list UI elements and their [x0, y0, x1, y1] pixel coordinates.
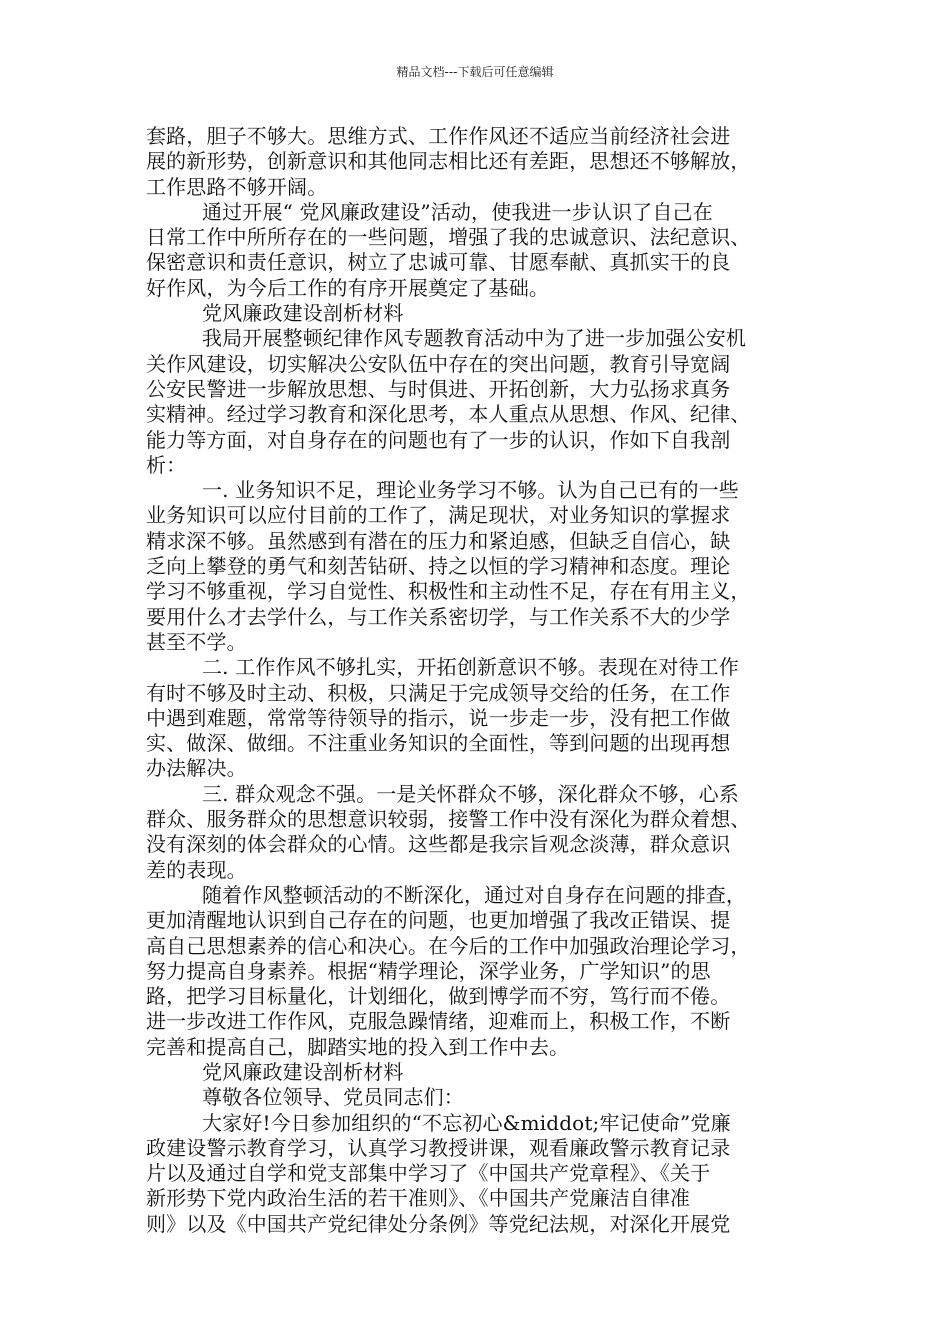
text-line: 能力等方面，对自身存在的问题也有了一步的认识，作如下自我剖	[146, 427, 731, 452]
text-line: 套路，胆子不够大。思维方式、工作作风还不适应当前经济社会进	[146, 124, 731, 148]
text-line: 实精神。经过学习教育和深化思考，本人重点从思想、作风、纪律、	[146, 402, 751, 427]
text-line: 日常工作中所所存在的一些问题，增强了我的忠诚意识、法纪意识、	[146, 225, 751, 250]
text-line: 析：	[146, 452, 187, 477]
text-line: 尊敬各位领导、党员同志们：	[202, 1085, 464, 1110]
text-line: 政建设警示教育学习，认真学习教授讲课，观看廉政警示教育记录	[146, 1135, 731, 1160]
text-line: 大家好!今日参加组织的“不忘初心&middot;牢记使命”党廉	[202, 1110, 731, 1135]
page-header: 精品文档---下载后可任意编辑	[396, 65, 554, 79]
text-line: 中遇到难题，常常等待领导的指示，说一步走一步，没有把工作做	[146, 705, 731, 730]
text-line: 一. 业务知识不足，理论业务学习不够。认为自己已有的一些	[202, 478, 739, 503]
text-line: 新形势下党内政治生活的若干准则》、《中国共产党廉洁自律准	[146, 1186, 691, 1211]
text-line: 路，把学习目标量化，计划细化，做到博学而不穷，笃行而不倦。	[146, 984, 731, 1009]
text-line: 进一步改进工作作风，克服急躁情绪，迎难而上，积极工作，不断	[146, 1009, 731, 1034]
text-line: 展的新形势，创新意识和其他同志相比还有差距，思想还不够解放，	[146, 149, 751, 174]
text-line: 努力提高自身素养。根据“精学理论，深学业务，广学知识”的思	[146, 958, 711, 983]
text-line: 差的表现。	[146, 857, 247, 882]
text-line: 乏向上攀登的勇气和刻苦钻研、持之以恒的学习精神和态度。理论	[146, 554, 731, 579]
text-line: 保密意识和责任意识，树立了忠诚可靠、甘愿奉献、真抓实干的良	[146, 250, 731, 275]
text-line: 要用什么才去学什么，与工作关系密切学，与工作关系不大的少学	[146, 604, 731, 629]
text-line: 三. 群众观念不强。一是关怀群众不够，深化群众不够，心系	[202, 781, 739, 806]
document-body	[146, 124, 810, 1237]
text-line: 业务知识可以应付目前的工作了，满足现状，对业务知识的掌握求	[146, 503, 731, 528]
text-line: 办法解决。	[146, 756, 247, 781]
text-line: 有时不够及时主动、积极，只满足于完成领导交给的任务，在工作	[146, 680, 731, 705]
text-line: 我局开展整顿纪律作风专题教育活动中为了进一步加强公安机	[202, 326, 747, 351]
text-line: 工作思路不够开阔。	[146, 174, 328, 199]
text-line: 甚至不学。	[146, 629, 247, 654]
text-line: 党风廉政建设剖析材料	[202, 1059, 404, 1084]
text-line: 学习不够重视，学习自觉性、积极性和主动性不足，存在有用主义，	[146, 579, 751, 604]
text-line: 好作风，为今后工作的有序开展奠定了基础。	[146, 275, 549, 300]
text-line: 则》以及《中国共产党纪律处分条例》等党纪法规，对深化开展党	[146, 1211, 731, 1236]
text-line: 通过开展“ 党风廉政建设”活动，使我进一步认识了自己在	[202, 199, 713, 224]
text-line: 更加清醒地认识到自己存在的问题，也更加增强了我改正错误、提	[146, 908, 731, 933]
text-line: 精求深不够。虽然感到有潜在的压力和紧迫感，但缺乏自信心，缺	[146, 528, 731, 553]
text-line: 片以及通过自学和党支部集中学习了《中国共产党章程》、《关于	[146, 1161, 711, 1186]
text-line: 公安民警进一步解放思想、与时俱进、开拓创新，大力弘扬求真务	[146, 376, 731, 401]
text-line: 群众、服务群众的思想意识较弱，接警工作中没有深化为群众着想、	[146, 807, 751, 832]
text-line: 没有深刻的体会群众的心情。这些都是我宗旨观念淡薄，群众意识	[146, 832, 731, 857]
text-line: 实、做深、做细。不注重业务知识的全面性，等到问题的出现再想	[146, 731, 731, 756]
text-line: 关作风建设，切实解决公安队伍中存在的突出问题，教育引导宽阔	[146, 351, 731, 376]
text-line: 随着作风整顿活动的不断深化，通过对自身存在问题的排查，	[202, 882, 747, 907]
text-line: 高自己思想素养的信心和决心。在今后的工作中加强政治理论学习，	[146, 933, 751, 958]
text-line: 党风廉政建设剖析材料	[202, 301, 404, 326]
text-line: 完善和提高自己，脚踏实地的投入到工作中去。	[146, 1034, 570, 1059]
text-line: 二. 工作作风不够扎实，开拓创新意识不够。表现在对待工作	[202, 655, 739, 680]
